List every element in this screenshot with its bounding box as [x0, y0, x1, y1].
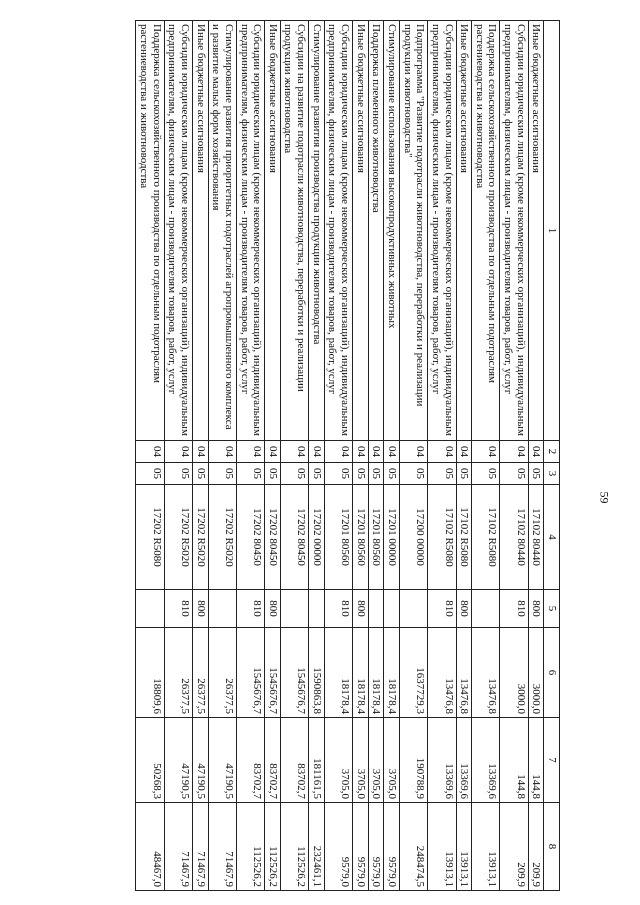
table-row: [472, 21, 500, 891]
section-code: 04: [164, 441, 192, 463]
row-title: Иные бюджетные ассигнования: [353, 21, 369, 441]
value-2021: 13913,1: [472, 803, 500, 891]
budget-table: [135, 20, 560, 891]
expense-type: [208, 590, 236, 628]
subsection-code: 05: [384, 463, 400, 485]
header-cell: 8: [544, 803, 560, 891]
page-number: 59: [597, 491, 612, 504]
target-code: 17202 80450: [265, 485, 281, 590]
section-code: 04: [428, 441, 456, 463]
section-code: 04: [528, 441, 544, 463]
value-2020: 83702,7: [265, 718, 281, 803]
expense-type: 800: [456, 590, 472, 628]
value-2020: 3705,0: [368, 718, 384, 803]
target-code: 17102 80440: [528, 485, 544, 590]
target-code: 17201 00000: [384, 485, 400, 590]
subsection-code: 05: [456, 463, 472, 485]
expense-type: 800: [528, 590, 544, 628]
section-code: 04: [236, 441, 264, 463]
value-2020: 83702,7: [236, 718, 264, 803]
header-cell: 3: [544, 463, 560, 485]
header-cell: 2: [544, 441, 560, 463]
table-row: [399, 21, 427, 891]
table-row: [384, 21, 400, 891]
value-2019: 26377,5: [164, 628, 192, 718]
subsection-code: 05: [368, 463, 384, 485]
table-row: [265, 21, 281, 891]
table-row: [528, 21, 544, 891]
value-2019: 26377,5: [208, 628, 236, 718]
row-title: Субсидии юридическим лицам (кроме некоммерческих организаций), индивидуальным предпринимателям, физическим лицам - производителям товаров, работ, услуг: [324, 21, 352, 441]
value-2019: 3000,0: [500, 628, 528, 718]
value-2020: 47190,5: [208, 718, 236, 803]
section-code: 04: [472, 441, 500, 463]
row-title: Поддержка сельскохозяйственного производства по отдельным подотраслям растениеводства и животноводства: [472, 21, 500, 441]
table-row: [309, 21, 325, 891]
subsection-code: 05: [500, 463, 528, 485]
section-code: 04: [368, 441, 384, 463]
subsection-code: 05: [164, 463, 192, 485]
value-2020: 47190,5: [164, 718, 192, 803]
value-2020: 3705,0: [353, 718, 369, 803]
target-code: 17202 R5020: [192, 485, 208, 590]
expense-type: 800: [265, 590, 281, 628]
section-code: 04: [324, 441, 352, 463]
expense-type: 800: [192, 590, 208, 628]
target-code: 17102 R5080: [472, 485, 500, 590]
value-2020: 181161,5: [309, 718, 325, 803]
row-title: Иные бюджетные ассигнования: [265, 21, 281, 441]
value-2020: 47190,5: [192, 718, 208, 803]
row-title: Стимулирование развития производства продукции животноводства: [309, 21, 325, 441]
value-2019: 13476,8: [472, 628, 500, 718]
table-row: [280, 21, 308, 891]
table-row: [208, 21, 236, 891]
target-code: 17201 80560: [368, 485, 384, 590]
table-row: [192, 21, 208, 891]
value-2021: 48467,0: [136, 803, 164, 891]
target-code: 17202 R5080: [136, 485, 164, 590]
value-2019: 1590863,8: [309, 628, 325, 718]
value-2019: 13476,8: [456, 628, 472, 718]
target-code: 17102 80440: [500, 485, 528, 590]
value-2020: 3705,0: [324, 718, 352, 803]
subsection-code: 05: [324, 463, 352, 485]
row-title: Субсидии юридическим лицам (кроме некоммерческих организаций), индивидуальным предпринимателям, физическим лицам - производителям товаров, работ, услуг: [428, 21, 456, 441]
row-title: Субсидии юридическим лицам (кроме некоммерческих организаций), индивидуальным предпринимателям, физическим лицам - производителям товаров, работ, услуг: [164, 21, 192, 441]
target-code: 17202 80450: [236, 485, 264, 590]
section-code: 04: [309, 441, 325, 463]
subsection-code: 05: [208, 463, 236, 485]
value-2019: 1545676,7: [265, 628, 281, 718]
value-2019: 3000,0: [528, 628, 544, 718]
expense-type: [384, 590, 400, 628]
value-2019: 1545676,7: [236, 628, 264, 718]
header-cell: 4: [544, 485, 560, 590]
target-code: 17201 80560: [324, 485, 352, 590]
value-2021: 112526,2: [236, 803, 264, 891]
expense-type: [368, 590, 384, 628]
value-2019: 26377,5: [192, 628, 208, 718]
table-row: [236, 21, 264, 891]
section-code: 04: [456, 441, 472, 463]
row-title: Стимулирование использования высокопродуктивных животных: [384, 21, 400, 441]
value-2021: 13913,1: [456, 803, 472, 891]
expense-type: 810: [236, 590, 264, 628]
target-code: 17102 R5080: [456, 485, 472, 590]
row-title: Поддержка сельскохозяйственного производства по отдельным подотраслям растениеводства и животноводства: [136, 21, 164, 441]
subsection-code: 05: [309, 463, 325, 485]
value-2021: 112526,2: [280, 803, 308, 891]
value-2020: 13369,6: [428, 718, 456, 803]
row-title: Иные бюджетные ассигнования: [456, 21, 472, 441]
value-2020: 190788,9: [399, 718, 427, 803]
value-2021: 209,9: [500, 803, 528, 891]
subsection-code: 05: [192, 463, 208, 485]
value-2019: 18178,4: [384, 628, 400, 718]
value-2021: 71467,9: [208, 803, 236, 891]
value-2019: 1545676,7: [280, 628, 308, 718]
header-cell: 5: [544, 590, 560, 628]
section-code: 04: [192, 441, 208, 463]
table-row: [324, 21, 352, 891]
value-2021: 9579,0: [368, 803, 384, 891]
table-row: [136, 21, 164, 891]
value-2021: 209,9: [528, 803, 544, 891]
value-2021: 232461,1: [309, 803, 325, 891]
expense-type: [309, 590, 325, 628]
row-title: Подпрограмма "Развитие подотрасли животноводства, переработки и реализации продукции животноводства": [399, 21, 427, 441]
table-row: [456, 21, 472, 891]
target-code: 17202 R5020: [164, 485, 192, 590]
row-title: Иные бюджетные ассигнования: [192, 21, 208, 441]
row-title: Субсидии на развитие подотрасли животноводства, переработки и реализации продукции животноводства: [280, 21, 308, 441]
target-code: 17201 80560: [353, 485, 369, 590]
expense-type: 810: [500, 590, 528, 628]
target-code: 17200 00000: [399, 485, 427, 590]
subsection-code: 05: [428, 463, 456, 485]
value-2020: 83702,7: [280, 718, 308, 803]
value-2019: 18178,4: [324, 628, 352, 718]
section-code: 04: [208, 441, 236, 463]
value-2020: 144,8: [528, 718, 544, 803]
expense-type: [136, 590, 164, 628]
value-2021: 13913,1: [428, 803, 456, 891]
row-title: Поддержка племенного животноводства: [368, 21, 384, 441]
table-row: [368, 21, 384, 891]
value-2021: 9579,0: [384, 803, 400, 891]
value-2020: 13369,6: [456, 718, 472, 803]
value-2021: 71467,9: [164, 803, 192, 891]
value-2021: 248474,5: [399, 803, 427, 891]
value-2021: 9579,0: [324, 803, 352, 891]
header-cell: 6: [544, 628, 560, 718]
header-cell: 7: [544, 718, 560, 803]
row-title: Субсидии юридическим лицам (кроме некоммерческих организаций), индивидуальным предпринимателям, физическим лицам - производителям товаров, работ, услуг: [500, 21, 528, 441]
section-code: 04: [136, 441, 164, 463]
value-2019: 1637729,3: [399, 628, 427, 718]
value-2021: 112526,2: [265, 803, 281, 891]
target-code: 17202 80450: [280, 485, 308, 590]
table-row: [164, 21, 192, 891]
subsection-code: 05: [353, 463, 369, 485]
value-2019: 18809,6: [136, 628, 164, 718]
expense-type: [399, 590, 427, 628]
value-2020: 13369,6: [472, 718, 500, 803]
expense-type: [472, 590, 500, 628]
row-title: Стимулирование развития приоритетных подотраслей агропромышленного комплекса и развитие малых форм хозяйствования: [208, 21, 236, 441]
expense-type: 810: [324, 590, 352, 628]
value-2019: 18178,4: [368, 628, 384, 718]
table-body: [136, 21, 544, 891]
value-2021: 71467,9: [192, 803, 208, 891]
section-code: 04: [265, 441, 281, 463]
value-2020: 3705,0: [384, 718, 400, 803]
value-2019: 18178,4: [353, 628, 369, 718]
section-code: 04: [353, 441, 369, 463]
subsection-code: 05: [136, 463, 164, 485]
subsection-code: 05: [528, 463, 544, 485]
table-row: [428, 21, 456, 891]
subsection-code: 05: [265, 463, 281, 485]
target-code: 17202 R5020: [208, 485, 236, 590]
expense-type: 800: [353, 590, 369, 628]
section-code: 04: [384, 441, 400, 463]
row-title: Субсидии юридическим лицам (кроме некоммерческих организаций), индивидуальным предпринимателям, физическим лицам - производителям товаров, работ, услуг: [236, 21, 264, 441]
expense-type: [280, 590, 308, 628]
target-code: 17102 R5080: [428, 485, 456, 590]
section-code: 04: [500, 441, 528, 463]
target-code: 17202 00000: [309, 485, 325, 590]
value-2021: 9579,0: [353, 803, 369, 891]
section-code: 04: [280, 441, 308, 463]
value-2019: 13476,8: [428, 628, 456, 718]
subsection-code: 05: [236, 463, 264, 485]
subsection-code: 05: [472, 463, 500, 485]
expense-type: 810: [428, 590, 456, 628]
section-code: 04: [399, 441, 427, 463]
header-row: [544, 21, 560, 891]
row-title: Иные бюджетные ассигнования: [528, 21, 544, 441]
value-2020: 50268,3: [136, 718, 164, 803]
table-row: [500, 21, 528, 891]
header-cell: 1: [544, 21, 560, 441]
value-2020: 144,8: [500, 718, 528, 803]
subsection-code: 05: [399, 463, 427, 485]
subsection-code: 05: [280, 463, 308, 485]
table-row: [353, 21, 369, 891]
expense-type: 810: [164, 590, 192, 628]
